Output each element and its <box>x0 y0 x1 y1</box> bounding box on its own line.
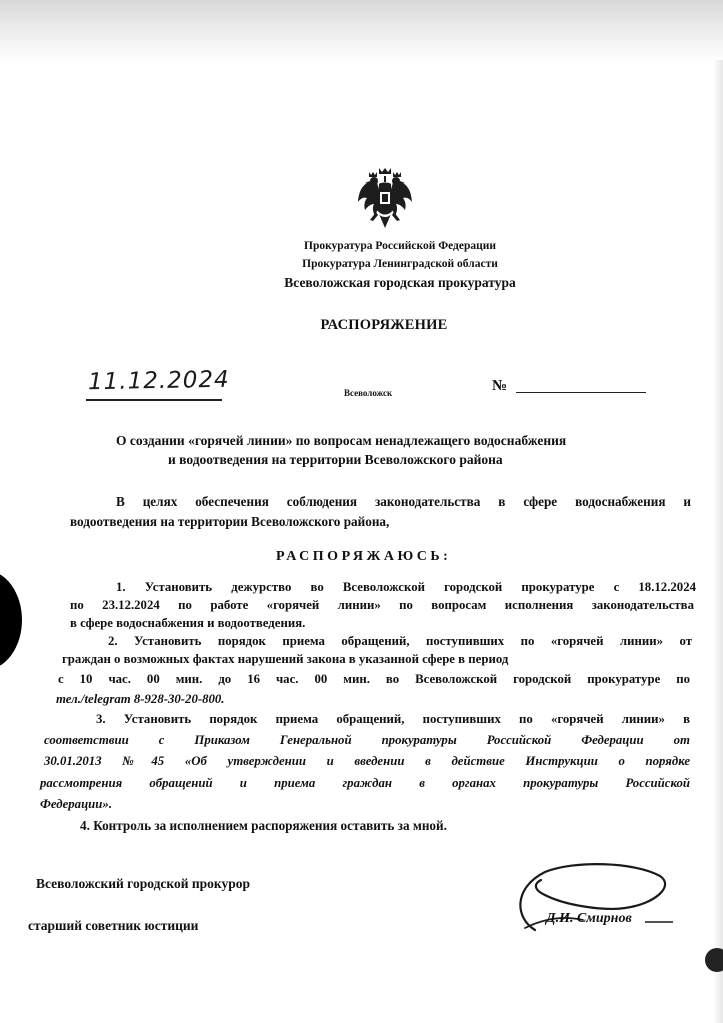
document-date: 11.12.2024 <box>87 366 230 396</box>
item-1-line-1: 1. Установить дежурство во Всеволожской городской прокуратуре с 18.12.2024 <box>116 580 696 594</box>
item-1-line-2: по 23.12.2024 по работе «горячей линии» по вопросам исполнения законодательства <box>70 598 694 612</box>
item-3-line-1: 3. Установить порядок приема обращений, поступивших по «горячей линии» в <box>96 712 690 726</box>
scan-corner-mark <box>705 948 723 972</box>
signatory-position: Всеволожский городской прокурор <box>36 876 251 891</box>
item-3-line-3: 30.01.2013 №45 «Об утверждении и введении в действие Инструкции о порядке <box>44 754 690 768</box>
item-2-line-1: 2. Установить порядок приема обращений, поступивших по «горячей линии» от <box>108 634 692 648</box>
signatory-rank: старший советник юстиции <box>28 918 199 933</box>
item-2-line-4: тел./telegram 8-928-30-20-800. <box>56 692 225 706</box>
document-city: Всеволожск <box>344 388 393 398</box>
preamble-line-1: В целях обеспечения соблюдения законодательства в сфере водоснабжения и <box>116 494 691 509</box>
preamble-line-2: водоотведения на территории Всеволожского района, <box>70 514 390 529</box>
subject-line-2: и водоотведения на территории Всеволожского района <box>168 452 503 467</box>
item-3-line-2: соответствии с Приказом Генеральной прокуратуры Российской Федерации от <box>44 733 690 747</box>
signatory-name: Д.И. Смирнов <box>546 911 632 926</box>
item-3-line-5: Федерации». <box>40 797 113 811</box>
number-label: № <box>492 378 508 394</box>
item-1-line-3: в сфере водоснабжения и водоотведения. <box>70 616 306 630</box>
org-line-1: Прокуратура Российской Федерации <box>304 240 496 252</box>
document-title: РАСПОРЯЖЕНИЕ <box>320 317 448 333</box>
date-underline <box>86 399 222 401</box>
org-line-3: Всеволожская городская прокуратура <box>284 275 516 290</box>
item-2-line-3: с 10 час. 00 мин. до 16 час. 00 мин. во Всеволожской городской прокуратуре по <box>58 672 690 686</box>
item-4-line-1: 4. Контроль за исполнением распоряжения оставить за мной. <box>80 818 447 833</box>
item-2-line-2: граждан о возможных фактах нарушений закона в указанной сфере в период <box>62 652 509 666</box>
scan-finger-shadow <box>0 570 22 670</box>
item-3-line-4: рассмотрения обращений и приема граждан в органах прокуратуры Российской <box>40 776 690 790</box>
dispose-heading: РАСПОРЯЖАЮСЬ: <box>276 549 452 564</box>
org-line-2: Прокуратура Ленинградской области <box>302 258 498 270</box>
russian-coat-of-arms-icon <box>355 166 415 234</box>
number-underline <box>516 392 646 393</box>
subject-line-1: О создании «горячей линии» по вопросам ненадлежащего водоснабжения <box>116 433 567 448</box>
scan-right-edge <box>713 60 723 1023</box>
scan-top-shadow <box>0 0 723 62</box>
